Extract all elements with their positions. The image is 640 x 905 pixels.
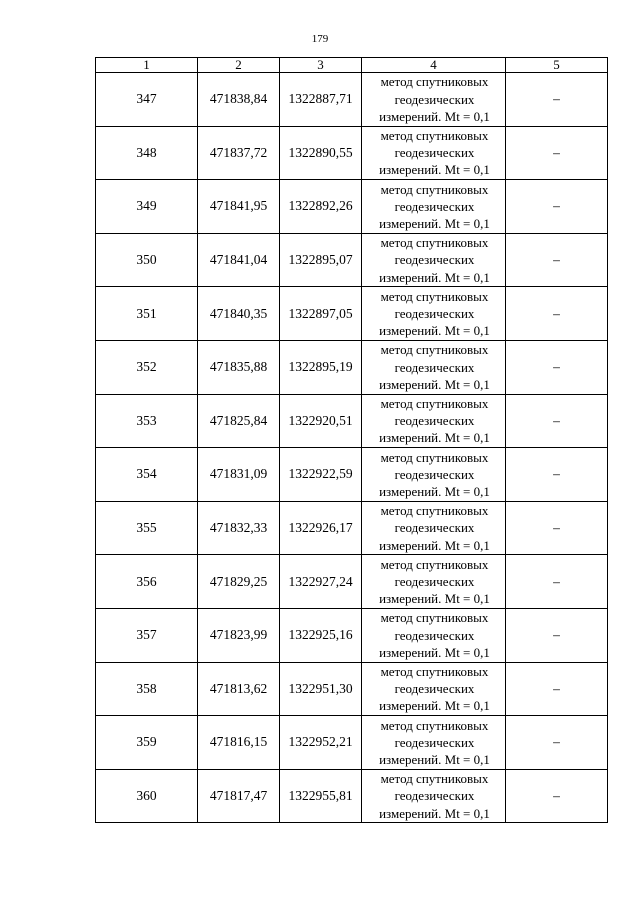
table-row	[96, 340, 608, 394]
method-text-line: метод спутниковых	[380, 449, 489, 465]
x-coordinate-cell: 471816,15	[198, 716, 280, 770]
method-text-line: измерений. Mt = 0,1	[379, 805, 490, 821]
method-text-line: метод спутниковых	[380, 288, 489, 304]
method-cell	[362, 448, 506, 502]
x-coordinate-cell: 471813,62	[198, 662, 280, 716]
method-text-line: измерений. Mt = 0,1	[379, 752, 490, 768]
method-cell	[362, 501, 506, 555]
y-coordinate-cell: 1322892,26	[280, 180, 362, 234]
x-coordinate-cell: 471841,04	[198, 233, 280, 287]
table-body	[96, 73, 608, 823]
method-text-line: измерений. Mt = 0,1	[379, 484, 490, 500]
method-text-line: геодезических	[394, 574, 475, 590]
method-cell	[362, 608, 506, 662]
method-cell	[362, 73, 506, 127]
method-text-line: измерений. Mt = 0,1	[379, 323, 490, 339]
method-text-line: геодезических	[394, 306, 475, 322]
x-coordinate-cell: 471838,84	[198, 73, 280, 127]
table-row	[96, 769, 608, 823]
note-cell: –	[506, 340, 608, 394]
method-text-line: геодезических	[394, 413, 475, 429]
y-coordinate-cell: 1322897,05	[280, 287, 362, 341]
x-coordinate-cell: 471840,35	[198, 287, 280, 341]
method-text-line: измерений. Mt = 0,1	[379, 162, 490, 178]
table-row	[96, 662, 608, 716]
method-cell	[362, 555, 506, 609]
y-coordinate-cell: 1322951,30	[280, 662, 362, 716]
x-coordinate-cell: 471829,25	[198, 555, 280, 609]
method-text-line: геодезических	[394, 359, 475, 375]
point-number-cell: 355	[96, 501, 198, 555]
header-col-2: 2	[198, 58, 280, 73]
method-text-line: метод спутниковых	[380, 342, 489, 358]
table-row	[96, 126, 608, 180]
point-number-cell: 349	[96, 180, 198, 234]
method-text-line: метод спутниковых	[380, 74, 489, 90]
method-cell	[362, 769, 506, 823]
y-coordinate-cell: 1322890,55	[280, 126, 362, 180]
point-number-cell: 360	[96, 769, 198, 823]
table-row	[96, 233, 608, 287]
table-row	[96, 716, 608, 770]
coordinates-table	[95, 57, 608, 823]
method-text-line: геодезических	[394, 681, 475, 697]
method-text-line: измерений. Mt = 0,1	[379, 698, 490, 714]
y-coordinate-cell: 1322927,24	[280, 555, 362, 609]
note-cell: –	[506, 716, 608, 770]
method-cell	[362, 126, 506, 180]
point-number-cell: 352	[96, 340, 198, 394]
header-col-5: 5	[506, 58, 608, 73]
point-number-cell: 348	[96, 126, 198, 180]
method-text-line: измерений. Mt = 0,1	[379, 108, 490, 124]
note-cell: –	[506, 769, 608, 823]
method-text-line: метод спутниковых	[380, 235, 489, 251]
method-text-line: измерений. Mt = 0,1	[379, 591, 490, 607]
method-text-line: измерений. Mt = 0,1	[379, 269, 490, 285]
method-text-line: измерений. Mt = 0,1	[379, 216, 490, 232]
method-cell	[362, 233, 506, 287]
method-text-line: геодезических	[394, 520, 475, 536]
table-row	[96, 501, 608, 555]
table-row	[96, 73, 608, 127]
y-coordinate-cell: 1322920,51	[280, 394, 362, 448]
table-row	[96, 180, 608, 234]
note-cell: –	[506, 662, 608, 716]
header-row	[96, 58, 608, 73]
header-col-4: 4	[362, 58, 506, 73]
point-number-cell: 359	[96, 716, 198, 770]
x-coordinate-cell: 471841,95	[198, 180, 280, 234]
method-text-line: измерений. Mt = 0,1	[379, 644, 490, 660]
y-coordinate-cell: 1322887,71	[280, 73, 362, 127]
note-cell: –	[506, 126, 608, 180]
x-coordinate-cell: 471837,72	[198, 126, 280, 180]
header-col-1: 1	[96, 58, 198, 73]
table-row	[96, 555, 608, 609]
note-cell: –	[506, 287, 608, 341]
method-text-line: метод спутниковых	[380, 771, 489, 787]
note-cell: –	[506, 73, 608, 127]
point-number-cell: 356	[96, 555, 198, 609]
y-coordinate-cell: 1322926,17	[280, 501, 362, 555]
x-coordinate-cell: 471832,33	[198, 501, 280, 555]
method-text-line: измерений. Mt = 0,1	[379, 430, 490, 446]
method-text-line: геодезических	[394, 466, 475, 482]
note-cell: –	[506, 180, 608, 234]
point-number-cell: 357	[96, 608, 198, 662]
point-number-cell: 350	[96, 233, 198, 287]
method-cell	[362, 180, 506, 234]
method-cell	[362, 662, 506, 716]
y-coordinate-cell: 1322955,81	[280, 769, 362, 823]
method-text-line: измерений. Mt = 0,1	[379, 376, 490, 392]
method-text-line: метод спутниковых	[380, 610, 489, 626]
x-coordinate-cell: 471817,47	[198, 769, 280, 823]
x-coordinate-cell: 471823,99	[198, 608, 280, 662]
note-cell: –	[506, 608, 608, 662]
point-number-cell: 354	[96, 448, 198, 502]
note-cell: –	[506, 501, 608, 555]
note-cell: –	[506, 394, 608, 448]
header-col-3: 3	[280, 58, 362, 73]
method-text-line: метод спутниковых	[380, 503, 489, 519]
x-coordinate-cell: 471831,09	[198, 448, 280, 502]
method-text-line: геодезических	[394, 252, 475, 268]
point-number-cell: 353	[96, 394, 198, 448]
point-number-cell: 347	[96, 73, 198, 127]
note-cell: –	[506, 555, 608, 609]
method-cell	[362, 287, 506, 341]
point-number-cell: 358	[96, 662, 198, 716]
method-text-line: метод спутниковых	[380, 717, 489, 733]
page-number: 179	[311, 33, 329, 45]
x-coordinate-cell: 471835,88	[198, 340, 280, 394]
method-text-line: метод спутниковых	[380, 128, 489, 144]
table-row	[96, 287, 608, 341]
y-coordinate-cell: 1322922,59	[280, 448, 362, 502]
method-text-line: геодезических	[394, 788, 475, 804]
y-coordinate-cell: 1322952,21	[280, 716, 362, 770]
method-text-line: геодезических	[394, 198, 475, 214]
y-coordinate-cell: 1322925,16	[280, 608, 362, 662]
method-text-line: геодезических	[394, 627, 475, 643]
method-cell	[362, 340, 506, 394]
x-coordinate-cell: 471825,84	[198, 394, 280, 448]
method-text-line: метод спутниковых	[380, 664, 489, 680]
point-number-cell: 351	[96, 287, 198, 341]
table-row	[96, 394, 608, 448]
method-text-line: метод спутниковых	[380, 181, 489, 197]
method-text-line: геодезических	[394, 91, 475, 107]
method-cell	[362, 716, 506, 770]
method-text-line: метод спутниковых	[380, 396, 489, 412]
method-text-line: измерений. Mt = 0,1	[379, 537, 490, 553]
y-coordinate-cell: 1322895,07	[280, 233, 362, 287]
note-cell: –	[506, 233, 608, 287]
table-row	[96, 608, 608, 662]
method-cell	[362, 394, 506, 448]
method-text-line: геодезических	[394, 145, 475, 161]
table-row	[96, 448, 608, 502]
y-coordinate-cell: 1322895,19	[280, 340, 362, 394]
method-text-line: метод спутниковых	[380, 556, 489, 572]
note-cell: –	[506, 448, 608, 502]
method-text-line: геодезических	[394, 734, 475, 750]
